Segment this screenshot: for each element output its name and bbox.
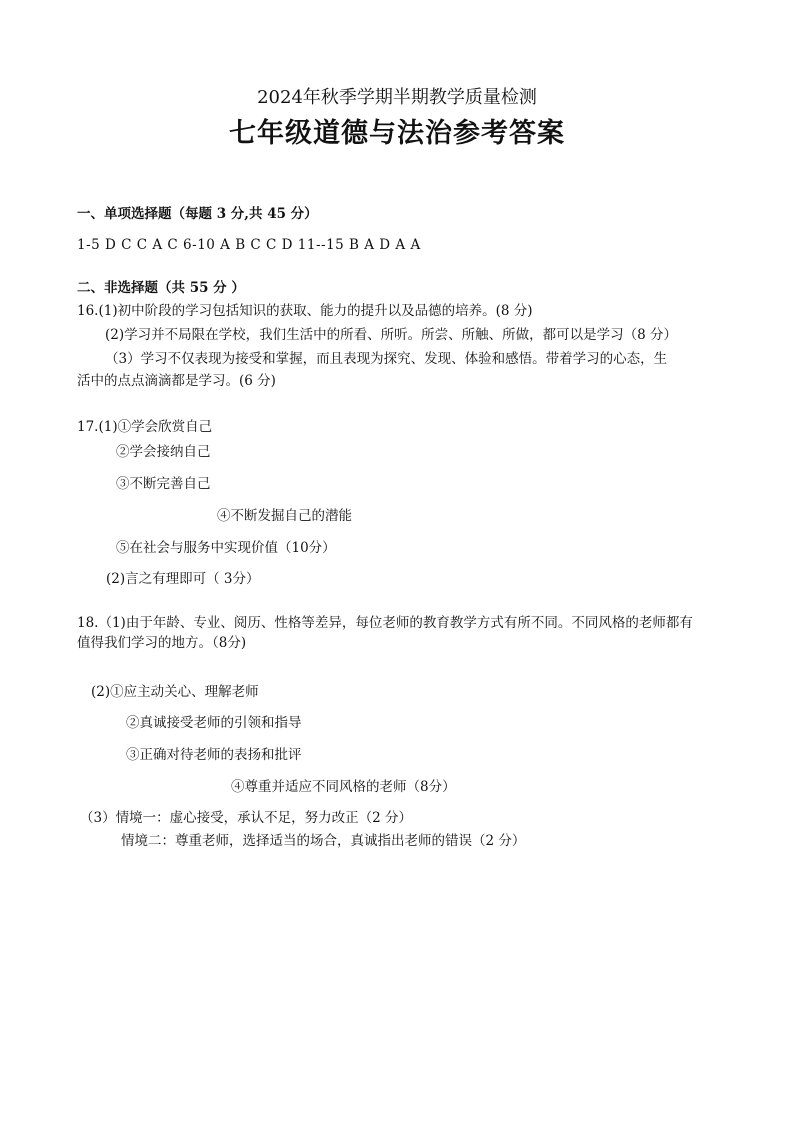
q18-part3-scenario-1: （3）情境一：虚心接受，承认不足，努力改正（2 分） [80, 810, 412, 826]
q18-part2-item-3: ③正确对待老师的表扬和批评 [126, 747, 302, 763]
exam-subtitle: 2024年秋季学期半期教学质量检测 [257, 87, 537, 108]
q18-part1-line2: 值得我们学习的地方。（8分) [77, 635, 247, 651]
q18-part1-line1: 18.（1)由于年龄、专业、阅历、性格等差异，每位老师的教育教学方式有所不同。不同风格的老师都有 [77, 615, 693, 631]
q17-item-3: ③不断完善自己 [116, 476, 211, 492]
section-heading-single-choice: 一、单项选择题（每题 3 分,共 45 分） [77, 206, 318, 222]
q16-part2: (2)学习并不局限在学校，我们生活中的所看、所听。所尝、所触、所做，都可以是学习（8 分） [105, 327, 678, 343]
section-heading-non-choice: 二、非选择题（共 55 分 ） [77, 280, 245, 296]
q18-part3-scenario-2: 情境二：尊重老师，选择适当的场合，真诚指出老师的错误（2 分） [121, 833, 526, 849]
page-title: 七年级道德与法治参考答案 [229, 118, 565, 149]
single-choice-answers: 1-5 D C C A C 6-10 A B C C D 11--15 B A D A A [77, 237, 421, 253]
q17-item-5: ⑤在社会与服务中实现价值（10分） [116, 540, 336, 556]
q18-part2-item-1: (2)①应主动关心、理解老师 [91, 684, 259, 700]
q17-item-2: ②学会接纳自己 [116, 444, 211, 460]
q17-item-4: ④不断发掘自己的潜能 [217, 508, 352, 524]
q18-part2-item-4: ④尊重并适应不同风格的老师（8分） [231, 779, 456, 795]
q16-part1: 16.(1)初中阶段的学习包括知识的获取、能力的提升以及品德的培养。(8 分) [77, 303, 533, 319]
q16-part3-line2: 活中的点点滴滴都是学习。(6 分) [77, 373, 276, 389]
q17-item-1: 17.(1)①学会欣赏自己 [77, 419, 213, 435]
q18-part2-item-2: ②真诚接受老师的引领和指导 [126, 715, 302, 731]
q16-part3-line1: （3）学习不仅表现为接受和掌握，而且表现为探究、发现、体验和感悟。带着学习的心态，生 [105, 351, 668, 367]
q17-part2: (2)言之有理即可（ 3分） [106, 571, 260, 587]
